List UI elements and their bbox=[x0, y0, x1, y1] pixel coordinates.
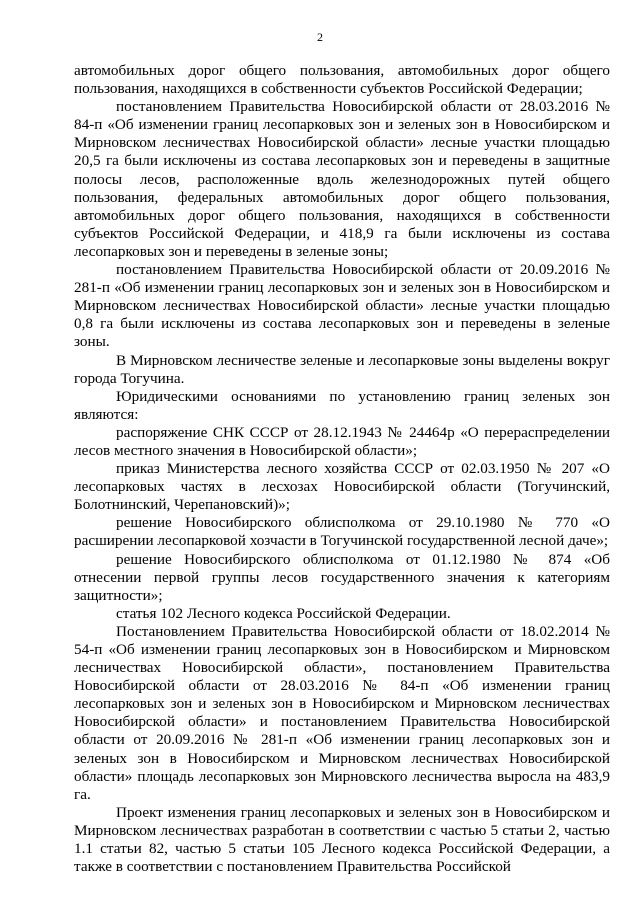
paragraph-project-basis: Проект изменения границ лесопарковых и зеленых зон в Новосибирском и Мирновском лесничествах разработан в соответствии с частью 5 статьи 2, частью 1.1 статьи 82, частью 5 статьи 105 Лесного кодекса Российской Федерации, а также в соответствии с постановлением Правительства Российской bbox=[74, 803, 610, 876]
paragraph-legal-grounds: Юридическими основаниями по установлению границ зеленых зон являются: bbox=[74, 387, 610, 423]
paragraph-decision-770-1980: решение Новосибирского облисполкома от 29.10.1980 № 770 «О расширении лесопарковой хозчасти в Тогучинской государственной лесной даче»; bbox=[74, 514, 610, 550]
paragraph-snk-order-1943: распоряжение СНК СССР от 28.12.1943 № 24464р «О перераспределении лесов местного значения в Новосибирской области»; bbox=[74, 423, 610, 459]
paragraph-continuation: автомобильных дорог общего пользования, автомобильных дорог общего пользования, находящихся в собственности субъектов Российской Федерации; bbox=[74, 62, 610, 98]
paragraph-forest-code-article-102: статья 102 Лесного кодекса Российской Федерации. bbox=[116, 604, 451, 622]
paragraph-area-growth: Постановлением Правительства Новосибирской области от 18.02.2014 № 54-п «Об изменении границ лесопарковых зон в Новосибирском и Мирновском лесничествах Новосибирской области», постановлением Правительства Новосибирской области от 28.03.2016 № 84-п «Об изменении границ лесопарковых зон и зеленых зон в Новосибирском и Мирновском лесничествах Новосибирской области» и постановлением Правительства Новосибирской области от 20.09.2016 № 281-п «Об изменении границ лесопарковых зон и зеленых зон в Новосибирском и Мирновском лесничествах Новосибирской области» площадь лесопарковых зон Мирновского лесничества выросла на 483,9 га. bbox=[74, 622, 610, 803]
paragraph-decision-874-1980: решение Новосибирского облисполкома от 01.12.1980 № 874 «Об отнесении первой группы лесов государственного значения к категориям защитности»; bbox=[74, 550, 610, 604]
paragraph-decree-281p-2016: постановлением Правительства Новосибирской области от 20.09.2016 № 281-п «Об изменении границ лесопарковых зон и зеленых зон в Новосибирском и Мирновском лесничествах Новосибирской области» лесные участки площадью 0,8 га были исключены из состава лесопарковых зон и переведены в зеленые зоны. bbox=[74, 261, 610, 351]
paragraph-mirnovskoe-zones: В Мирновском лесничестве зеленые и лесопарковые зоны выделены вокруг города Тогучина. bbox=[74, 351, 610, 387]
document-body bbox=[74, 62, 610, 876]
paragraph-ministry-order-1950: приказ Министерства лесного хозяйства СССР от 02.03.1950 № 207 «О лесопарковых частях в лесхозах Новосибирской области (Тогучинский, Болотнинский, Черепановский)»; bbox=[74, 460, 610, 514]
paragraph-decree-84p-2016: постановлением Правительства Новосибирской области от 28.03.2016 № 84-п «Об изменении границ лесопарковых зон и зеленых зон в Новосибирском и Мирновском лесничествах Новосибирской области» лесные участки площадью 20,5 га были исключены из состава лесопарковых зон и переведены в защитные полосы лесов, расположенные вдоль железнодорожных путей общего пользования, федеральных автомобильных дорог общего пользования, автомобильных дорог общего пользования, находящихся в собственности субъектов Российской Федерации, и 418,9 га были исключены из состава лесопарковых зон и переведены в зеленые зоны; bbox=[74, 98, 610, 260]
page-number: 2 bbox=[317, 30, 323, 44]
